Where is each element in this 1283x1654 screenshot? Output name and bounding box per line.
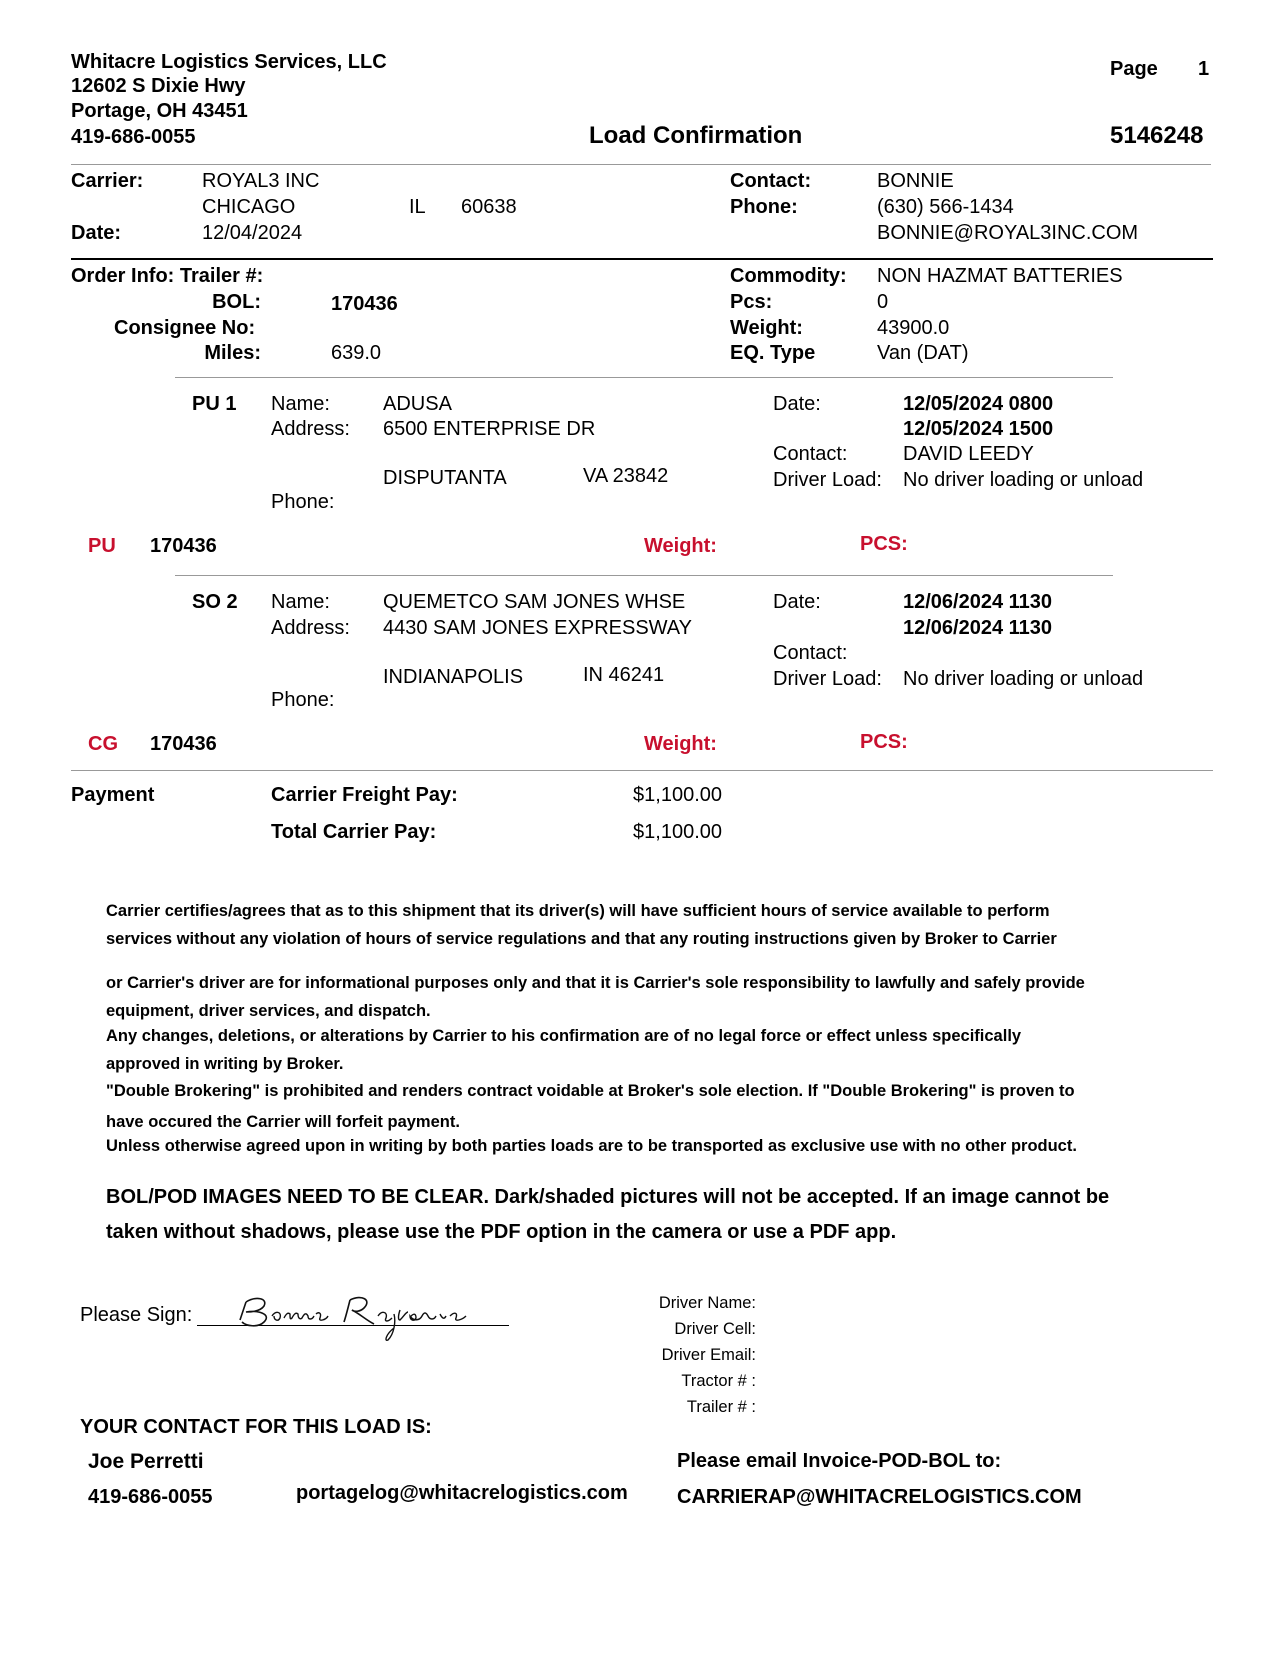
stop-pcs-label: PCS: (860, 731, 908, 753)
carrier-name: ROYAL3 INC (202, 170, 320, 192)
trailer-number-label: Trailer # : (686, 1398, 756, 1416)
stop-ref: 170436 (150, 535, 217, 557)
stop-code: PU 1 (192, 393, 237, 415)
notice-line: taken without shadows, please use the PDF option in the camera or use a PDF app. (106, 1221, 897, 1243)
driver-name-label: Driver Name: (658, 1294, 756, 1312)
stop-phone-label: Phone: (271, 689, 335, 711)
invoice-email[interactable]: CARRIERAP@WHITACRELOGISTICS.COM (677, 1486, 1082, 1508)
legal-line: approved in writing by Broker. (106, 1055, 344, 1073)
stop-city: DISPUTANTA (383, 467, 507, 489)
tractor-label: Tractor # : (681, 1372, 756, 1390)
stop-date-start: 12/06/2024 1130 (903, 591, 1053, 613)
payment-label: Payment (71, 784, 155, 806)
commodity-value: NON HAZMAT BATTERIES (877, 265, 1123, 287)
total-pay-value: $1,100.00 (633, 821, 722, 843)
pcs-label: Pcs: (730, 291, 773, 313)
carrier-phone: (630) 566-1434 (877, 196, 1014, 218)
carrier-zip: 60638 (461, 196, 517, 218)
freight-pay-label: Carrier Freight Pay: (271, 784, 458, 806)
broker-name: Whitacre Logistics Services, LLC (71, 51, 387, 73)
contact-phone: 419-686-0055 (88, 1486, 213, 1508)
stop-date-end: 12/06/2024 1130 (903, 617, 1053, 639)
signature-image (238, 1282, 508, 1342)
trailer-label: Order Info: Trailer #: (71, 265, 264, 287)
miles-value: 639.0 (331, 342, 382, 364)
stop-date-label: Date: (773, 591, 821, 613)
stop-code: SO 2 (192, 591, 238, 613)
page-label: Page (1110, 58, 1158, 80)
stop-pcs-label: PCS: (860, 533, 908, 555)
stop-contact: DAVID LEEDY (903, 443, 1034, 465)
legal-line: equipment, driver services, and dispatch. (106, 1002, 431, 1020)
stop-contact-label: Contact: (773, 443, 848, 465)
total-pay-label: Total Carrier Pay: (271, 821, 437, 843)
divider (71, 770, 1213, 771)
contact-email[interactable]: portagelog@whitacrelogistics.com (296, 1482, 628, 1504)
load-number: 5146248 (1110, 122, 1204, 149)
divider (175, 575, 1113, 576)
stop-date-start: 12/05/2024 0800 (903, 393, 1054, 415)
bol-value: 170436 (331, 293, 398, 315)
stop-name: QUEMETCO SAM JONES WHSE (383, 591, 686, 613)
stop-state-zip: VA 23842 (583, 465, 669, 487)
stop-state-zip: IN 46241 (583, 664, 665, 686)
carrier-contact: BONNIE (877, 170, 954, 192)
stop-tag: PU (88, 535, 116, 557)
stop-contact-label: Contact: (773, 642, 848, 664)
stop-date-label: Date: (773, 393, 821, 415)
stop-weight-label: Weight: (644, 733, 717, 755)
stop-phone-label: Phone: (271, 491, 335, 513)
page-number: 1 (1198, 58, 1210, 80)
date-label: Date: (71, 222, 122, 244)
divider (71, 258, 1213, 260)
stop-tag: CG (88, 733, 118, 755)
contact-heading: YOUR CONTACT FOR THIS LOAD IS: (80, 1416, 432, 1438)
eq-label: EQ. Type (730, 342, 816, 364)
carrier-state: IL (409, 196, 426, 218)
freight-pay-value: $1,100.00 (633, 784, 722, 806)
legal-line: have occured the Carrier will forfeit payment. (106, 1113, 460, 1131)
commodity-label: Commodity: (730, 265, 847, 287)
doc-title: Load Confirmation (589, 122, 803, 149)
miles-label: Miles: (204, 342, 261, 364)
carrier-label: Carrier: (71, 170, 144, 192)
weight-value: 43900.0 (877, 317, 950, 339)
weight-label: Weight: (730, 317, 803, 339)
sign-label: Please Sign: (80, 1304, 193, 1326)
legal-line: Carrier certifies/agrees that as to this shipment that its driver(s) will have sufficient hours of service available to perform (106, 902, 1050, 920)
legal-line: Unless otherwise agreed upon in writing by both parties loads are to be transported as exclusive use with no other product. (106, 1137, 1077, 1155)
stop-name-label: Name: (271, 591, 330, 613)
stop-address-label: Address: (271, 617, 350, 639)
broker-city: Portage, OH 43451 (71, 100, 248, 122)
contact-label: Contact: (730, 170, 812, 192)
carrier-city: CHICAGO (202, 196, 296, 218)
stop-weight-label: Weight: (644, 535, 717, 557)
legal-line: "Double Brokering" is prohibited and renders contract voidable at Broker's sole election. If "Double Brokering" is proven to (106, 1082, 1075, 1100)
broker-street: 12602 S Dixie Hwy (71, 75, 246, 97)
phone-label: Phone: (730, 196, 798, 218)
stop-address: 6500 ENTERPRISE DR (383, 418, 596, 440)
carrier-email: BONNIE@ROYAL3INC.COM (877, 222, 1139, 244)
stop-address: 4430 SAM JONES EXPRESSWAY (383, 617, 692, 639)
contact-name: Joe Perretti (88, 1450, 204, 1473)
stop-ref: 170436 (150, 733, 217, 755)
driver-email-label: Driver Email: (661, 1346, 756, 1364)
carrier-date: 12/04/2024 (202, 222, 303, 244)
stop-date-end: 12/05/2024 1500 (903, 418, 1054, 440)
consignee-label: Consignee No: (114, 317, 256, 339)
eq-value: Van (DAT) (877, 342, 969, 364)
stop-driver-load-label: Driver Load: (773, 668, 882, 690)
divider (71, 164, 1211, 165)
legal-line: services without any violation of hours of service regulations and that any routing instructions given by Broker to Carrier (106, 930, 1057, 948)
legal-line: or Carrier's driver are for informational purposes only and that it is Carrier's sole responsibility to lawfully and safely provide (106, 974, 1085, 992)
stop-driver-load-label: Driver Load: (773, 469, 882, 491)
stop-driver-load: No driver loading or unload (903, 668, 1144, 690)
stop-name: ADUSA (383, 393, 452, 415)
broker-phone: 419-686-0055 (71, 126, 196, 148)
stop-city: INDIANAPOLIS (383, 666, 524, 688)
bol-label: BOL: (212, 291, 261, 313)
divider (175, 377, 1113, 378)
invoice-heading: Please email Invoice-POD-BOL to: (677, 1450, 1002, 1472)
notice-line: BOL/POD IMAGES NEED TO BE CLEAR. Dark/shaded pictures will not be accepted. If an image cannot be (106, 1186, 1110, 1208)
stop-driver-load: No driver loading or unload (903, 469, 1144, 491)
legal-line: Any changes, deletions, or alterations by Carrier to his confirmation are of no legal force or effect unless specifically (106, 1027, 1022, 1045)
stop-address-label: Address: (271, 418, 350, 440)
stop-name-label: Name: (271, 393, 330, 415)
pcs-value: 0 (877, 291, 889, 313)
driver-cell-label: Driver Cell: (674, 1320, 756, 1338)
